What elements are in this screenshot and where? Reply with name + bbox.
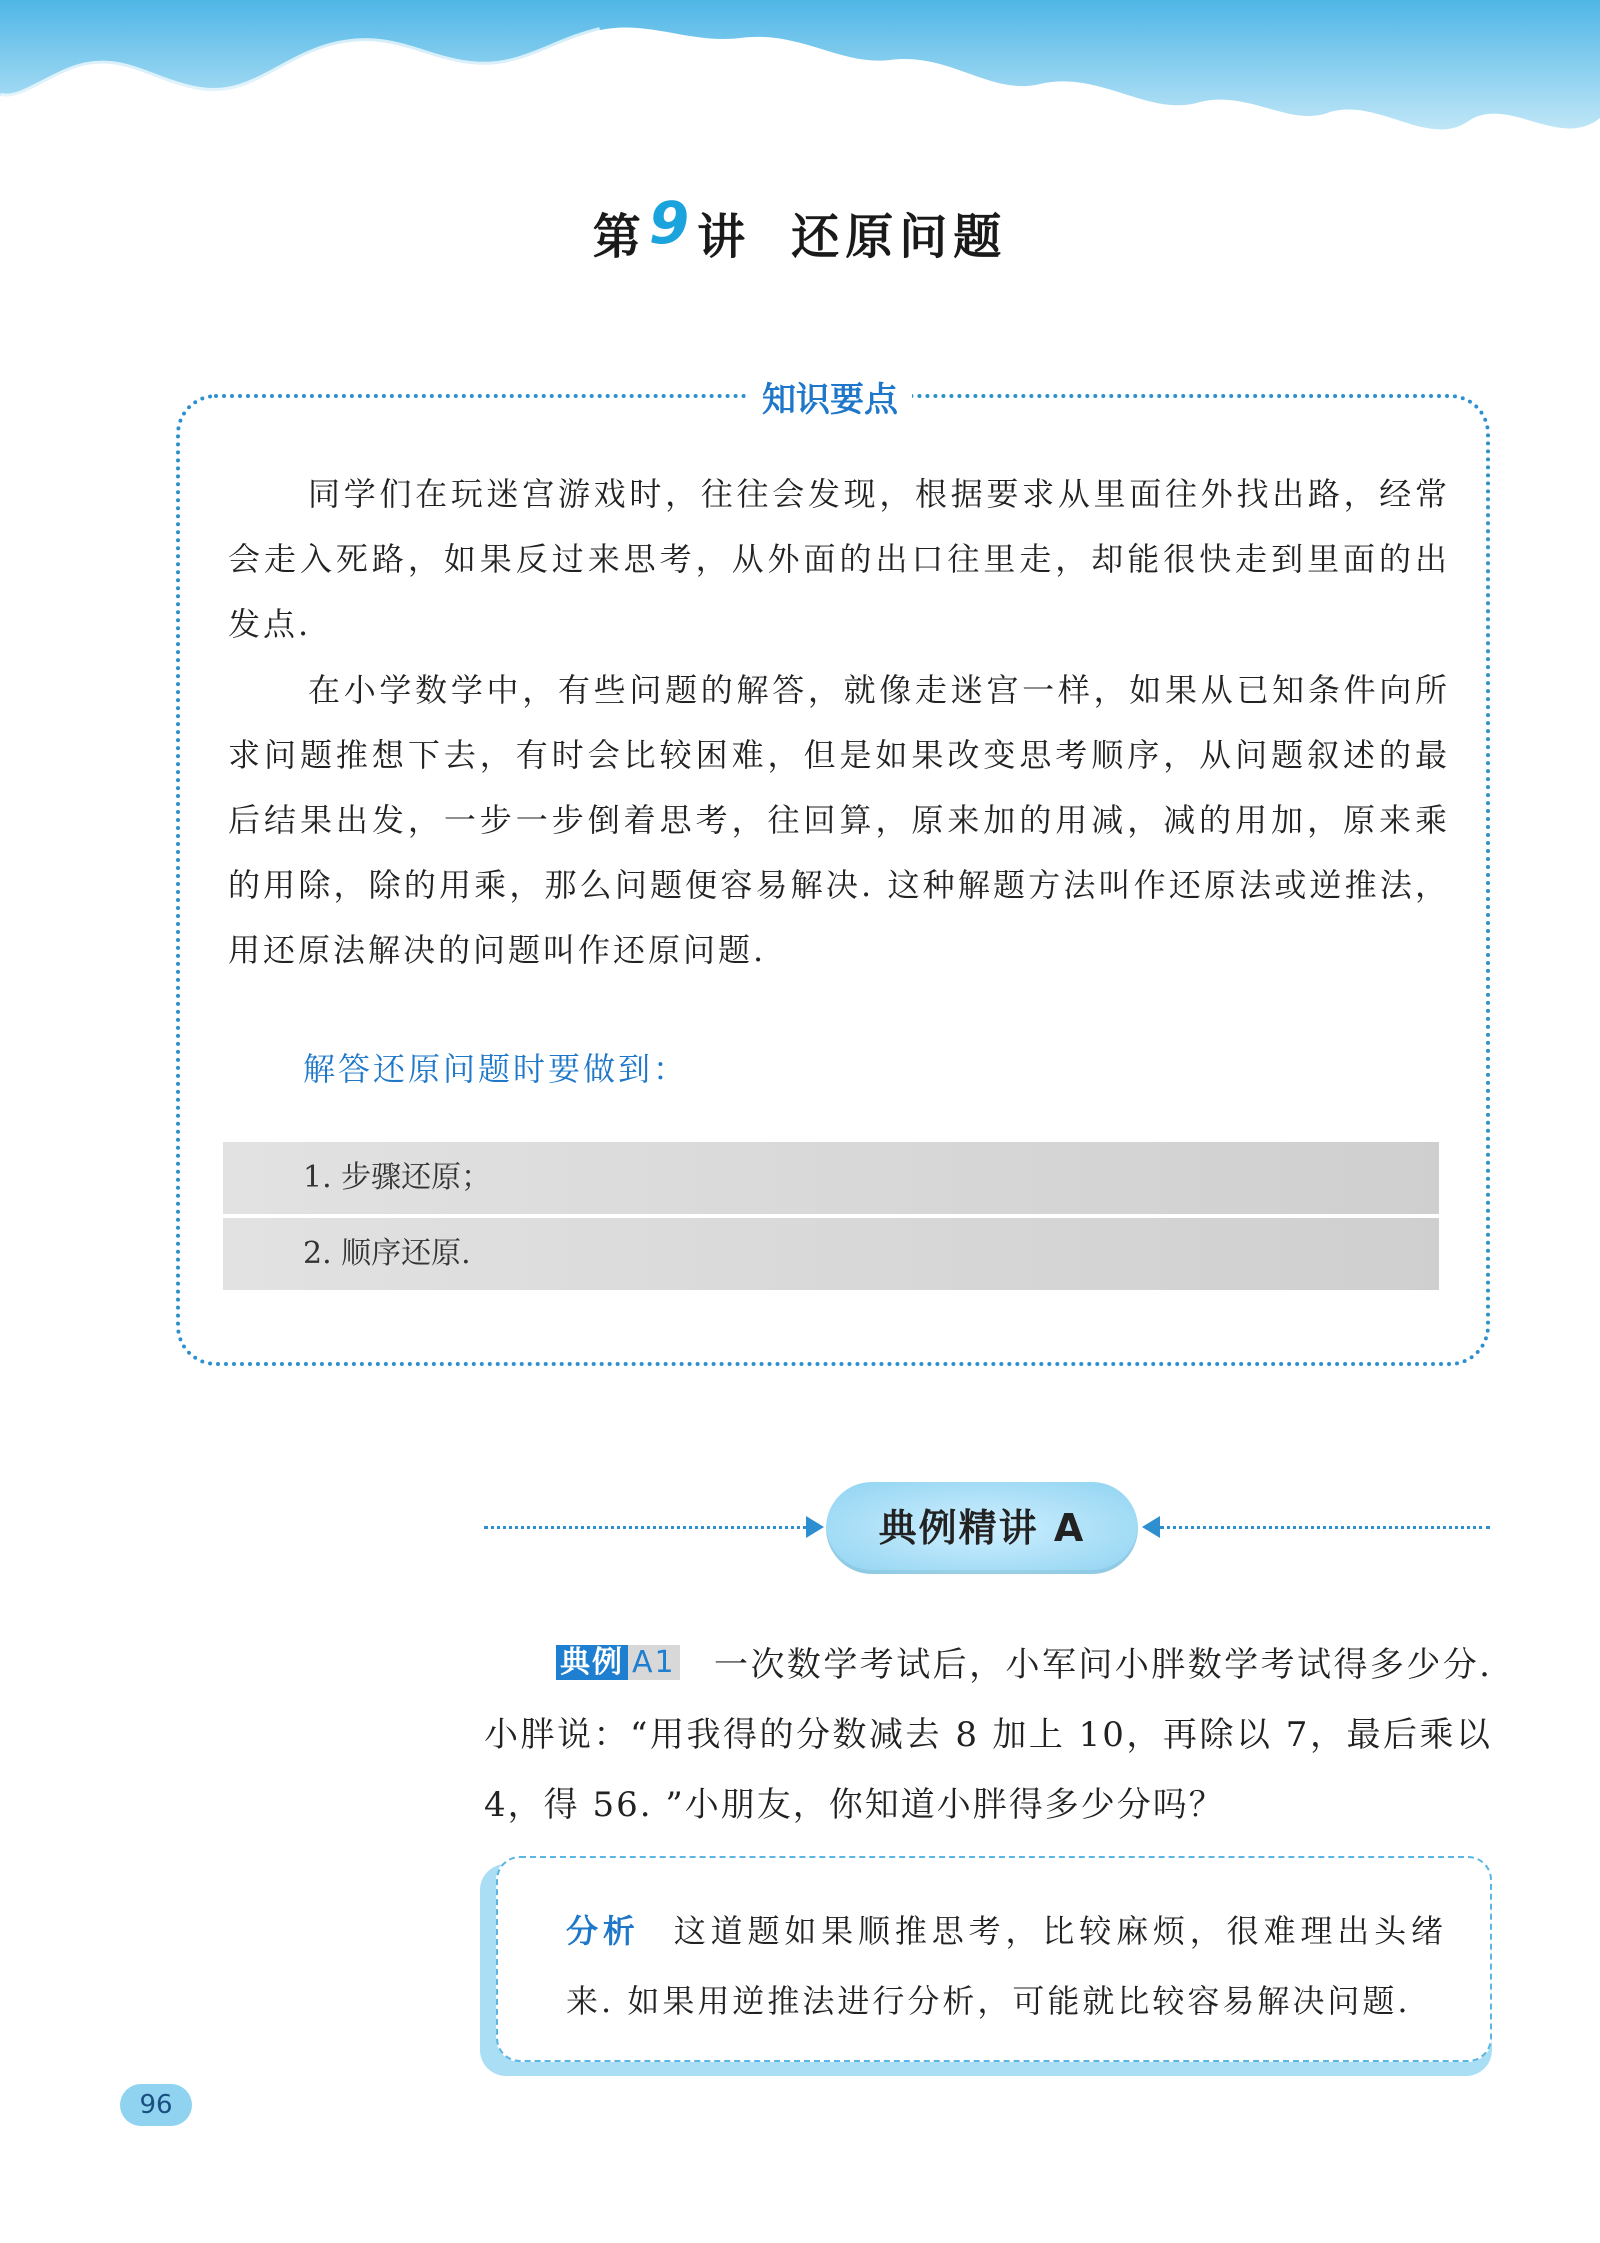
example-problem (484, 1630, 1492, 1840)
analysis-label: 分析 (566, 1912, 640, 1950)
knowledge-paragraph-2: 在小学数学中，有些问题的解答，就像走迷宫一样，如果从已知条件向所求问题推想下去，有时会比较困难，但是如果改变思考顺序，从问题叙述的最后结果出发，一步一步倒着思考，往回算，原来加的用减，减的用加，原来乘的用除，除的用乘，那么问题便容易解决. 这种解题方法叫作还原法或逆推法，用还原法解决的问题叫作还原问题. (228, 671, 1450, 969)
knowledge-paragraph-1: 同学们在玩迷宫游戏时，往往会发现，根据要求从里面往外找出路，经常会走入死路，如果反过来思考，从外面的出口往里走，却能很快走到里面的出发点. (228, 475, 1450, 643)
lecture-number: 9 (648, 189, 696, 257)
title-topic: 还原问题 (791, 209, 1008, 265)
cloud-header-decoration (0, 0, 1600, 170)
page-number: 96 (120, 2084, 192, 2126)
section-divider-left (484, 1526, 814, 1529)
title-prefix: 第 (592, 209, 647, 265)
page-title (0, 189, 1600, 267)
example-badge-label: 典例 (556, 1645, 628, 1680)
requirement-heading: 解答还原问题时要做到： (303, 1050, 689, 1088)
section-title: 典例精讲 A (826, 1482, 1138, 1574)
title-suffix: 讲 (697, 209, 752, 265)
steps-list (223, 1142, 1439, 1290)
step-item: 1. 步骤还原； (223, 1142, 1439, 1214)
section-divider-right (1160, 1526, 1490, 1529)
knowledge-heading: 知识要点 (748, 372, 912, 421)
arrow-left-icon (1142, 1516, 1160, 1538)
analysis-content (566, 1896, 1446, 2036)
example-text: 一次数学考试后，小军问小胖数学考试得多少分. 小胖说：“用我得的分数减去 8 加上 10，再除以 7，最后乘以 4，得 56. ”小朋友，你知道小胖得多少分吗？ (484, 1645, 1492, 1825)
analysis-text: 这道题如果顺推思考，比较麻烦，很难理出头绪来. 如果用逆推法进行分析，可能就比较容易解决问题. (566, 1912, 1446, 2020)
example-badge-id: A1 (628, 1645, 680, 1680)
arrow-right-icon (806, 1516, 824, 1538)
step-item: 2. 顺序还原. (223, 1218, 1439, 1290)
example-badge (556, 1642, 680, 1684)
